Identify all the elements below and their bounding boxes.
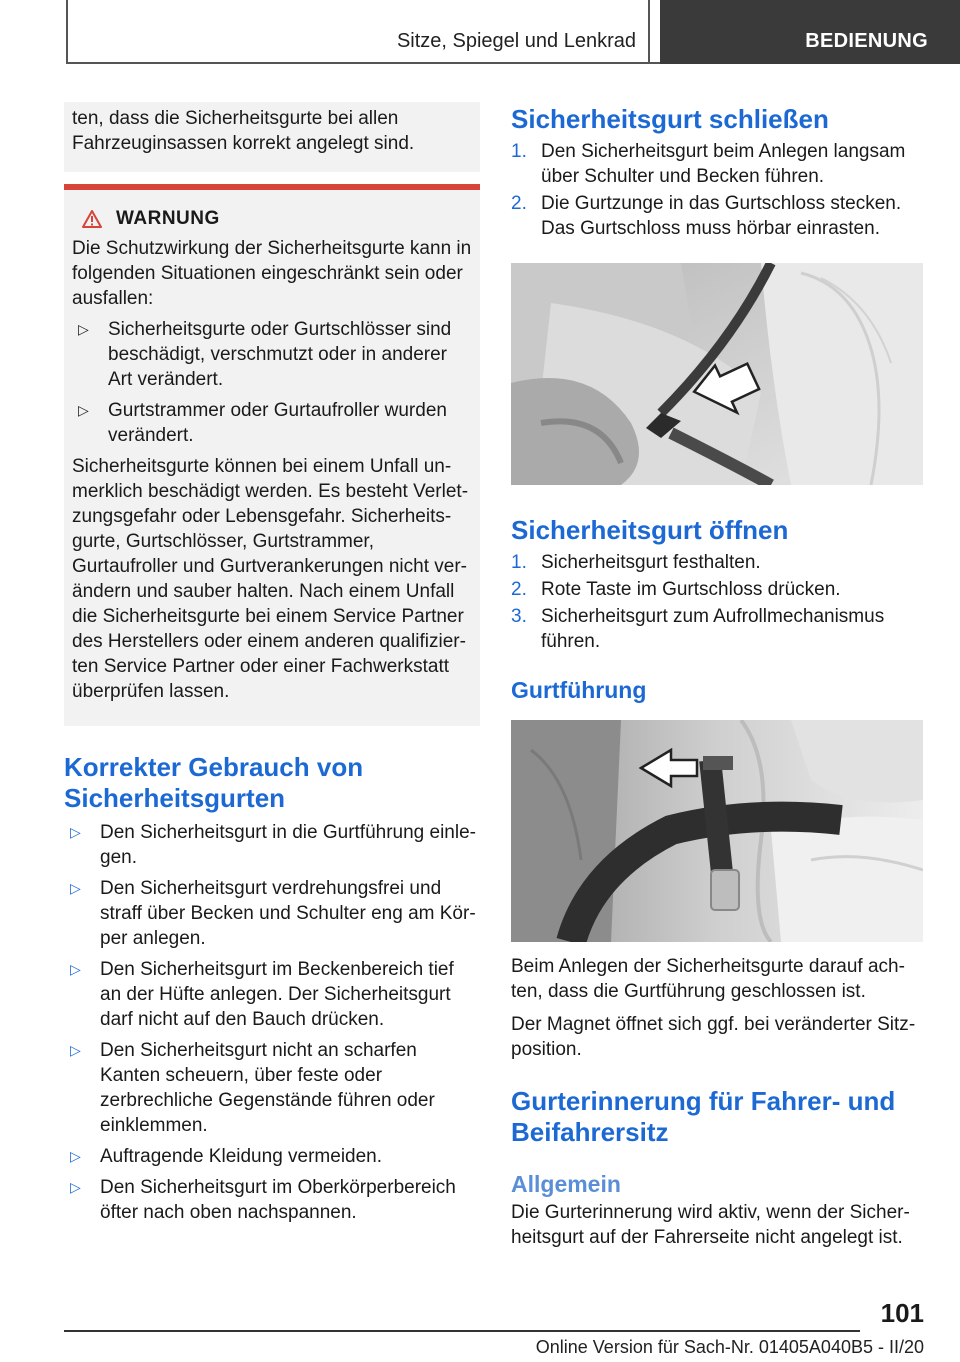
header-chapter-label: BEDIENUNG (805, 30, 928, 52)
belt-guide-text-2: Der Magnet öffnet sich ggf. bei veränderter Sitzposition. (511, 1014, 916, 1060)
step-number: 2. (511, 193, 527, 214)
list-item (511, 139, 923, 189)
heading-correct-usage: Korrekter Gebrauch von Sicherheitsgurten (64, 752, 364, 813)
header-left-rule (66, 0, 68, 64)
warning-box (64, 184, 480, 726)
heading-belt-reminder: Gurterinnerung für Fahrer- und Beifahrersitz (511, 1086, 896, 1147)
open-steps (511, 550, 923, 654)
warning-triangle-icon (82, 210, 102, 228)
heading-general: Allgemein (511, 1171, 621, 1197)
list-item-text: Sicherheitsgurte oder Gurtschlösser sind beschädigt, verschmutzt oder in anderer Art verändert. (108, 319, 452, 390)
heading-close-belt: Sicherheitsgurt schließen (511, 104, 829, 134)
step-number: 1. (511, 141, 527, 162)
left-column (64, 102, 480, 1225)
list-item-text: Den Sicherheitsgurt im Oberkörperbereich öfter nach oben nachspannen. (100, 1177, 456, 1223)
list-item (64, 820, 480, 870)
reminder-text: Die Gurterinnerung wird aktiv, wenn der Sicherheitsgurt auf der Fahrerseite nicht angelegt ist. (511, 1202, 910, 1248)
header-chapter-tab (660, 0, 960, 64)
buckle-photo (511, 263, 923, 485)
list-item-text: Den Sicherheitsgurt im Beckenbereich tief an der Hüfte anlegen. Der Sicherheitsgurt darf nicht auf den Bauch drücken. (100, 959, 454, 1030)
list-item-text: Gurtstrammer oder Gurtaufroller wurden verändert. (108, 400, 447, 446)
list-item (72, 398, 472, 448)
list-item (511, 604, 923, 654)
list-item (72, 317, 472, 392)
list-item-text: Den Sicherheitsgurt verdrehungsfrei und straff über Becken und Schulter eng am Körper anlegen. (100, 878, 476, 949)
step-number: 3. (511, 606, 527, 627)
footer-rule (64, 1330, 860, 1332)
list-item-text: Auftragende Kleidung vermeiden. (100, 1146, 383, 1167)
footer-online-version: Online Version für Sach-Nr. 01405A040B5 - II/20 (535, 1337, 924, 1357)
triangle-right-icon: ▷ (70, 961, 81, 977)
warning-header (72, 208, 472, 230)
list-item (64, 1175, 480, 1225)
header-section-title: Sitze, Spiegel und Lenkrad (396, 30, 636, 52)
belt-guide-photo (511, 720, 923, 942)
header-divider (648, 0, 650, 64)
heading-belt-guide: Gurtführung (511, 677, 647, 703)
intro-box (64, 102, 480, 172)
list-item (511, 550, 923, 575)
step-text: Sicherheitsgurt zum Aufrollmechanismus führen. (541, 606, 885, 652)
list-item (64, 1144, 480, 1169)
list-item (64, 1038, 480, 1138)
triangle-right-icon: ▷ (70, 1148, 81, 1164)
header-bottom-rule (66, 62, 660, 64)
list-item (64, 957, 480, 1032)
triangle-right-icon: ▷ (70, 1042, 81, 1058)
right-column (511, 102, 923, 1250)
triangle-right-icon: ▷ (78, 402, 89, 418)
step-text: Die Gurtzunge in das Gurtschloss stecken. Das Gurtschloss muss hörbar einrasten. (541, 193, 902, 239)
step-number: 1. (511, 552, 527, 573)
usage-bullets (64, 820, 480, 1225)
close-steps (511, 139, 923, 241)
triangle-right-icon: ▷ (78, 321, 89, 337)
warning-title: WARNUNG (116, 208, 220, 229)
list-item (511, 191, 923, 241)
step-text: Den Sicherheitsgurt beim Anlegen langsam über Schulter und Becken führen. (541, 141, 906, 187)
triangle-right-icon: ▷ (70, 880, 81, 896)
heading-open-belt: Sicherheitsgurt öffnen (511, 515, 789, 545)
belt-guide-text-1: Beim Anlegen der Sicherheitsgurte darauf achten, dass die Gurtführung geschlossen ist. (511, 956, 905, 1002)
warning-body: Sicherheitsgurte können bei einem Unfall unmerklich beschädigt werden. Es besteht Verletzungsgefahr oder Lebensgefahr. Sicherheitsgurte, Gurtschlösser, Gurtstrammer, Gurtaufroller und Gurtverankerungen nicht verändern und sauber halten. Nach einem Unfall die Sicherheitsgurte bei einem Service Partner des Herstellers oder einem anderen qualifizierten Service Partner oder einer Fachwerkstatt überprüfen lassen. (72, 456, 469, 702)
list-item (64, 876, 480, 951)
warning-lead: Die Schutzwirkung der Sicherheitsgurte kann in folgenden Situationen eingeschränkt sein oder ausfallen: (72, 238, 472, 309)
triangle-right-icon: ▷ (70, 824, 81, 840)
page-number: 101 (880, 1298, 924, 1328)
buckle-illustration (511, 263, 923, 485)
list-item-text: Den Sicherheitsgurt in die Gurtführung einlegen. (100, 822, 476, 868)
step-text: Sicherheitsgurt festhalten. (541, 552, 761, 573)
list-item (511, 577, 923, 602)
warning-bullets (72, 317, 472, 448)
intro-text: ten, dass die Sicherheitsgurte bei allen Fahrzeuginsassen korrekt angelegt sind. (72, 108, 415, 154)
step-text: Rote Taste im Gurtschloss drücken. (541, 579, 841, 600)
triangle-right-icon: ▷ (70, 1179, 81, 1195)
belt-guide-illustration (511, 720, 923, 942)
step-number: 2. (511, 579, 527, 600)
list-item-text: Den Sicherheitsgurt nicht an scharfen Kanten scheuern, über feste oder zerbrechliche Gegenstände führen oder einklemmen. (100, 1040, 435, 1136)
